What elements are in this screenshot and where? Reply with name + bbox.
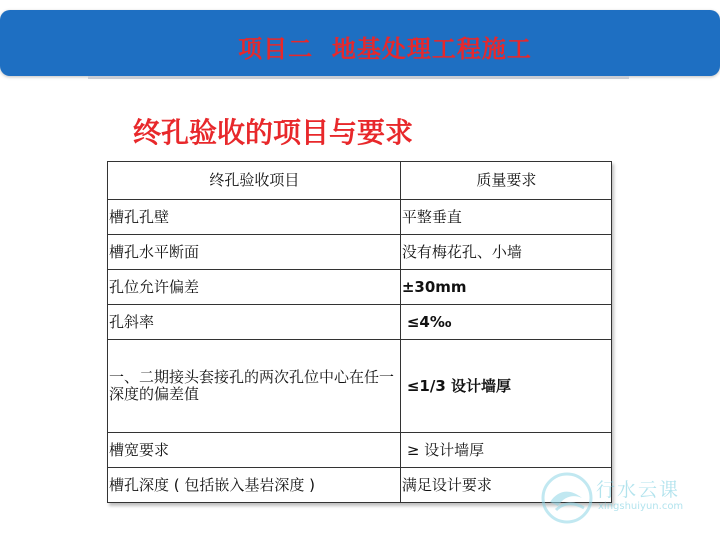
watermark [540, 470, 710, 526]
table-row [108, 200, 612, 235]
table-header-row [108, 162, 612, 200]
table-cell-requirement: ≤4‰ [400, 305, 611, 340]
table-cell-requirement: ≥ 设计墙厚 [400, 433, 611, 468]
table-cell-item: 一、二期接头套接孔的两次孔位中心在任一深度的偏差值 [108, 340, 401, 433]
table-row [108, 433, 612, 468]
table-row [108, 340, 612, 433]
table-cell-item: 槽宽要求 [108, 433, 401, 468]
table-cell-requirement: ±30mm [400, 270, 611, 305]
table-cell-item: 槽孔孔壁 [108, 200, 401, 235]
acceptance-table [107, 161, 612, 503]
table-row [108, 270, 612, 305]
table-cell-item: 孔斜率 [108, 305, 401, 340]
header-title: 项目二 地基处理工程施工 [238, 34, 532, 63]
table-header-item: 终孔验收项目 [108, 162, 401, 200]
table-row [108, 305, 612, 340]
wave-logo-icon [540, 470, 596, 526]
table-cell-requirement: 满足设计要求 [400, 468, 611, 503]
table-cell-item: 槽孔水平断面 [108, 235, 401, 270]
table-cell-item: 槽孔深度 ( 包括嵌入基岩深度 ) [108, 468, 401, 503]
watermark-url: xingshuiyun.com [598, 501, 684, 512]
table-cell-requirement: 没有梅花孔、小墙 [400, 235, 611, 270]
slide-title: 终孔验收的项目与要求 [133, 116, 414, 149]
table-cell-requirement: ≤1/3 设计墙厚 [400, 340, 611, 433]
watermark-name: 行水云课 [596, 479, 681, 501]
table-row [108, 235, 612, 270]
table-header-requirement: 质量要求 [400, 162, 611, 200]
table-cell-item: 孔位允许偏差 [108, 270, 401, 305]
header-divider [88, 76, 629, 79]
table-row [108, 468, 612, 503]
table-cell-requirement: 平整垂直 [400, 200, 611, 235]
